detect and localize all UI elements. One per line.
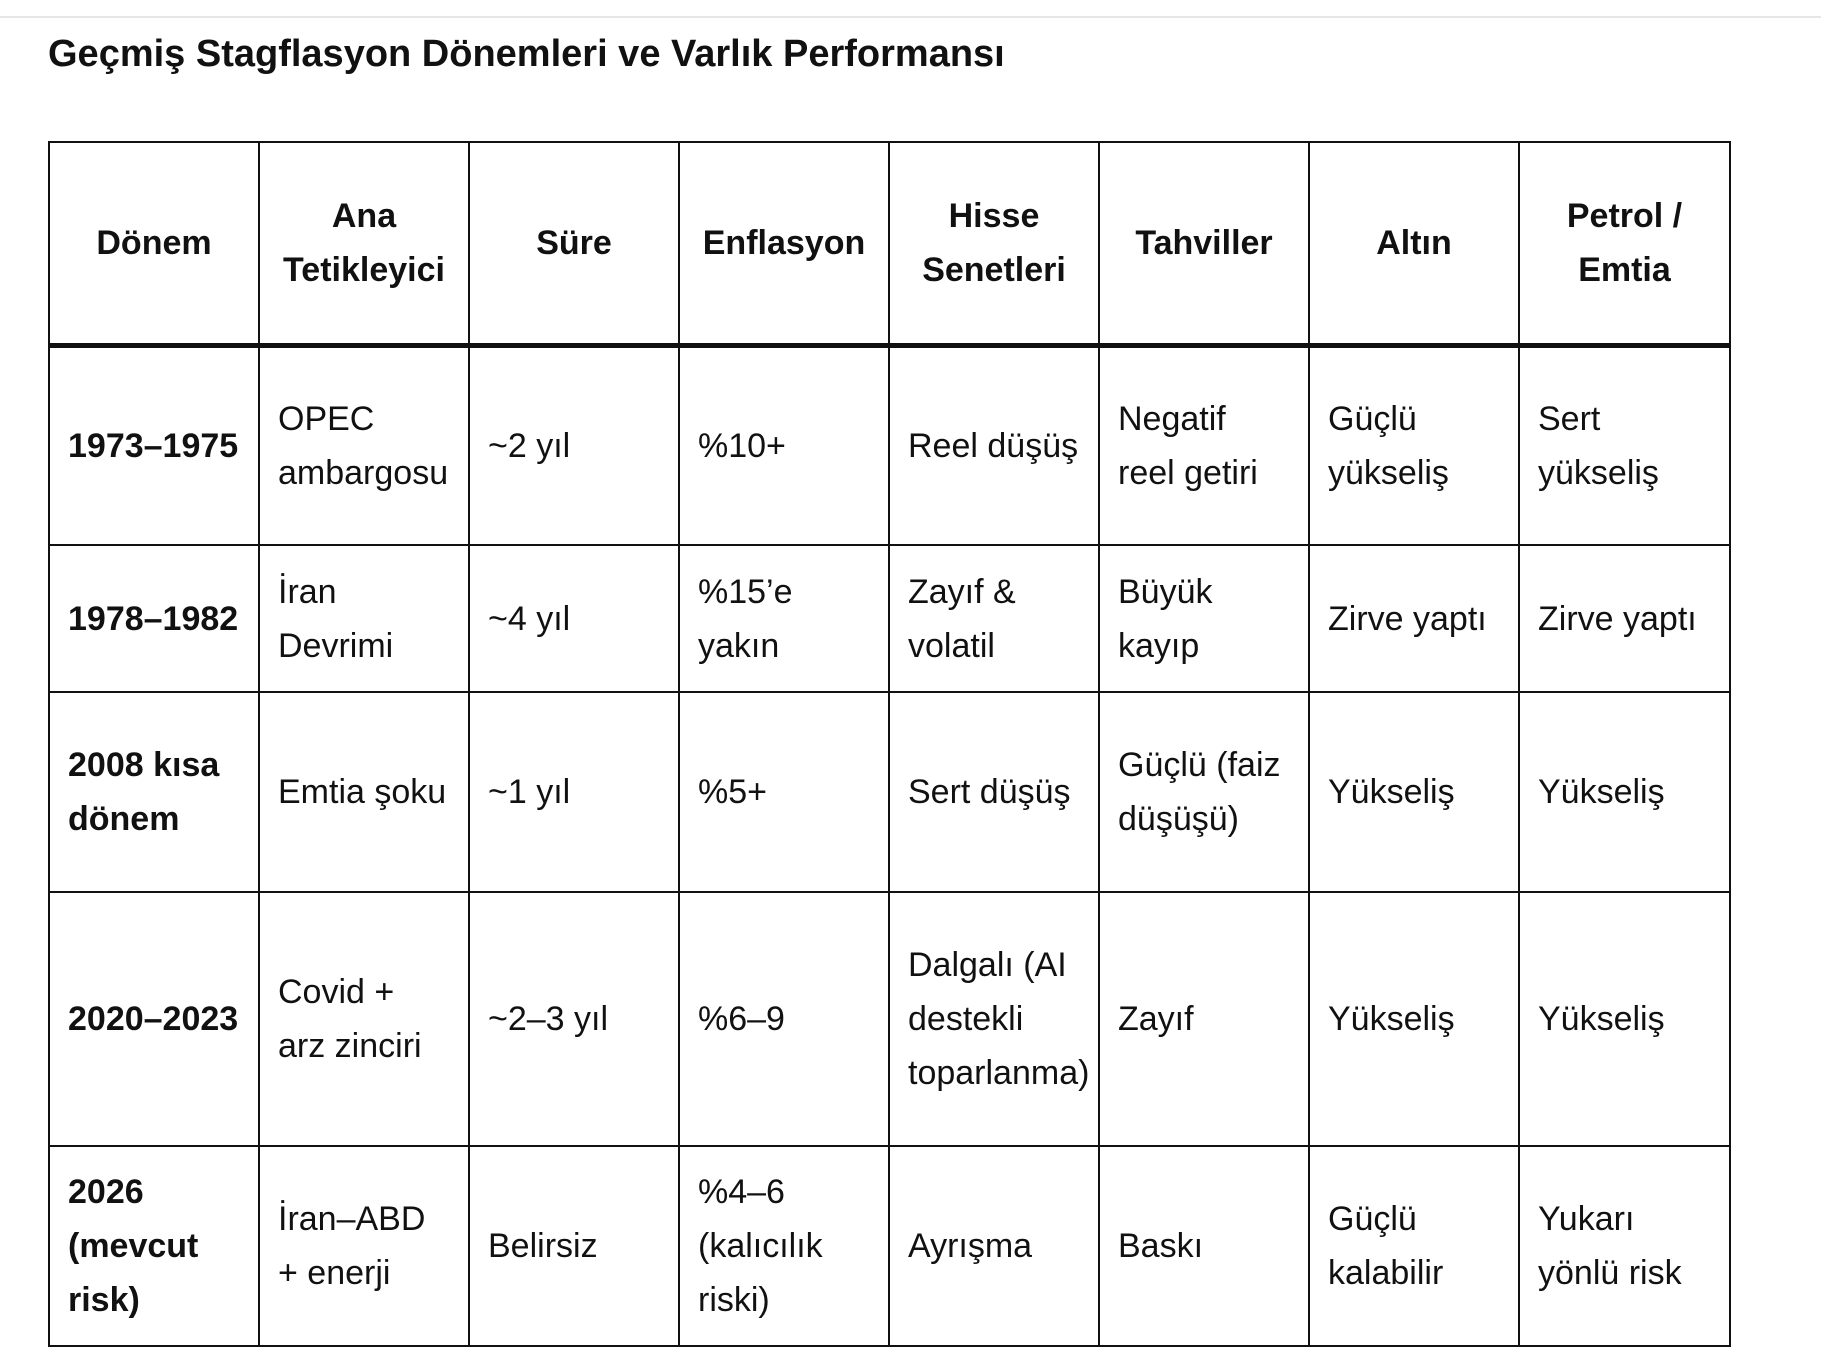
cell-duration: Belirsiz (469, 1146, 679, 1346)
table-row (49, 345, 1730, 545)
cell-oil-commodities: Sert yükseliş (1519, 345, 1730, 545)
cell-oil-commodities: Yükseliş (1519, 892, 1730, 1146)
table-row (49, 892, 1730, 1146)
table-row (49, 545, 1730, 692)
cell-period: 1978–1982 (49, 545, 259, 692)
table-row (49, 1146, 1730, 1346)
cell-bonds: Güçlü (faiz düşüşü) (1099, 692, 1309, 892)
page-title: Geçmiş Stagflasyon Dönemleri ve Varlık Performansı (48, 33, 1005, 75)
cell-trigger: OPEC ambargosu (259, 345, 469, 545)
cell-stocks: Sert düşüş (889, 692, 1099, 892)
cell-gold: Yükseliş (1309, 692, 1519, 892)
cell-bonds: Baskı (1099, 1146, 1309, 1346)
column-header-stocks: Hisse Senetleri (889, 142, 1099, 345)
table-container (48, 141, 1731, 1347)
cell-trigger: İran Devrimi (259, 545, 469, 692)
cell-bonds: Negatif reel getiri (1099, 345, 1309, 545)
column-header-bonds: Tahviller (1099, 142, 1309, 345)
cell-bonds: Büyük kayıp (1099, 545, 1309, 692)
cell-duration: ~2 yıl (469, 345, 679, 545)
cell-period: 2020–2023 (49, 892, 259, 1146)
cell-inflation: %4–6 (kalıcılık riski) (679, 1146, 889, 1346)
cell-oil-commodities: Zirve yaptı (1519, 545, 1730, 692)
table-header-row (49, 142, 1730, 345)
column-header-period: Dönem (49, 142, 259, 345)
cell-inflation: %5+ (679, 692, 889, 892)
cell-trigger: Emtia şoku (259, 692, 469, 892)
cell-gold: Zirve yaptı (1309, 545, 1519, 692)
cell-gold: Güçlü yükseliş (1309, 345, 1519, 545)
cell-inflation: %10+ (679, 345, 889, 545)
cell-period: 2026 (mevcut risk) (49, 1146, 259, 1346)
cell-duration: ~1 yıl (469, 692, 679, 892)
cell-trigger: İran–ABD + enerji (259, 1146, 469, 1346)
cell-duration: ~4 yıl (469, 545, 679, 692)
cell-trigger: Covid + arz zinciri (259, 892, 469, 1146)
cell-stocks: Reel düşüş (889, 345, 1099, 545)
cell-period: 1973–1975 (49, 345, 259, 545)
cell-gold: Güçlü kalabilir (1309, 1146, 1519, 1346)
cell-oil-commodities: Yukarı yönlü risk (1519, 1146, 1730, 1346)
column-header-duration: Süre (469, 142, 679, 345)
cell-inflation: %6–9 (679, 892, 889, 1146)
stagflation-table (48, 141, 1731, 1347)
cell-period: 2008 kısa dönem (49, 692, 259, 892)
cell-oil-commodities: Yükseliş (1519, 692, 1730, 892)
cell-inflation: %15’e yakın (679, 545, 889, 692)
cell-stocks: Dalgalı (AI destekli toparlanma) (889, 892, 1099, 1146)
column-header-inflation: Enflasyon (679, 142, 889, 345)
column-header-oil-commodities: Petrol / Emtia (1519, 142, 1730, 345)
cell-gold: Yükseliş (1309, 892, 1519, 1146)
top-divider (0, 16, 1821, 18)
cell-bonds: Zayıf (1099, 892, 1309, 1146)
cell-duration: ~2–3 yıl (469, 892, 679, 1146)
cell-stocks: Zayıf & volatil (889, 545, 1099, 692)
column-header-trigger: Ana Tetikleyici (259, 142, 469, 345)
column-header-gold: Altın (1309, 142, 1519, 345)
cell-stocks: Ayrışma (889, 1146, 1099, 1346)
table-row (49, 692, 1730, 892)
